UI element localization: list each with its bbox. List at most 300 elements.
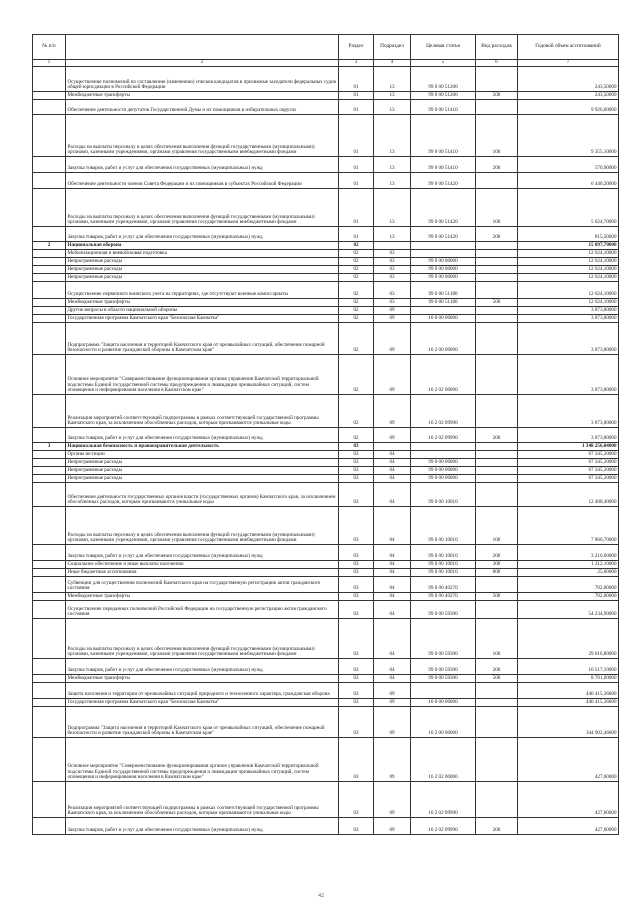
cell-number [33, 675, 66, 683]
cell-amount: 12 024,10000 [518, 274, 619, 282]
cell-number [33, 707, 66, 738]
cell-subsection: 04 [374, 483, 411, 507]
cell-target-article: 99 0 00 10010 [411, 569, 476, 577]
cell-name: Межбюджетные трансферты [66, 593, 339, 601]
cell-section: 03 [339, 675, 374, 683]
cell-section: 03 [339, 707, 374, 738]
cell-section: 02 [339, 307, 374, 315]
header-section: Раздел [339, 35, 374, 60]
column-index: 3 [339, 60, 374, 67]
cell-expense-type [476, 699, 518, 707]
cell-name: Непрограммные расходы [66, 266, 339, 274]
cell-target-article: 99 0 00 51420 [411, 227, 476, 242]
cell-section: 03 [339, 507, 374, 545]
cell-number [33, 451, 66, 459]
cell-name: Социальное обеспечение и иные выплаты населению [66, 561, 339, 569]
cell-target-article: 99 0 00 10010 [411, 483, 476, 507]
cell-number [33, 428, 66, 443]
cell-name: Закупка товаров, работ и услуг для обеспечения государственных (муниципальных) нужд [66, 659, 339, 675]
cell-name: Субвенции для осуществления полномочий Камчатского края на государственную регистрацию актов гражданского состояния [66, 577, 339, 593]
cell-expense-type: 100 [476, 507, 518, 545]
cell-amount: 25,60000 [518, 569, 619, 577]
cell-number [33, 577, 66, 593]
cell-number [33, 601, 66, 619]
cell-target-article: 99 0 00 51180 [411, 282, 476, 299]
table-row [33, 545, 619, 561]
cell-section: 03 [339, 577, 374, 593]
cell-number [33, 355, 66, 395]
table-row [33, 561, 619, 569]
cell-subsection: 09 [374, 428, 411, 443]
table-row [33, 483, 619, 507]
cell-name: Обеспечение деятельности государственных органов власти (государственных органов) Камчатского края, за исключением обособленных расходов, которым присваиваются уникальные коды [66, 483, 339, 507]
cell-subsection: 13 [374, 189, 411, 227]
cell-section: 03 [339, 593, 374, 601]
cell-name: Непрограммные расходы [66, 475, 339, 483]
cell-subsection: 03 [374, 266, 411, 274]
cell-number [33, 569, 66, 577]
cell-subsection: 09 [374, 738, 411, 782]
cell-expense-type [476, 451, 518, 459]
cell-number [33, 266, 66, 274]
cell-section: 02 [339, 299, 374, 307]
table-row [33, 467, 619, 475]
cell-amount: 3 210,00000 [518, 545, 619, 561]
cell-target-article: 16 2 02 09990 [411, 395, 476, 428]
cell-expense-type [476, 282, 518, 299]
cell-name: Непрограммные расходы [66, 467, 339, 475]
table-row [33, 619, 619, 659]
cell-subsection: 13 [374, 157, 411, 173]
cell-amount: 16 517,10000 [518, 659, 619, 675]
cell-subsection: 09 [374, 683, 411, 699]
cell-subsection: 13 [374, 92, 411, 100]
table-row [33, 443, 619, 451]
cell-subsection: 03 [374, 274, 411, 282]
cell-expense-type [476, 242, 518, 250]
cell-subsection: 03 [374, 282, 411, 299]
cell-target-article: 99 0 00 00000 [411, 266, 476, 274]
cell-name: Закупка товаров, работ и услуг для обеспечения государственных (муниципальных) нужд [66, 545, 339, 561]
cell-amount: 3 873,80000 [518, 315, 619, 323]
cell-number [33, 619, 66, 659]
cell-amount: 12 024,10000 [518, 258, 619, 266]
cell-target-article: 99 0 00 00000 [411, 475, 476, 483]
cell-amount: 12 024,10000 [518, 266, 619, 274]
cell-amount: 67 345,30000 [518, 459, 619, 467]
cell-expense-type: 500 [476, 675, 518, 683]
cell-amount: 67 345,30000 [518, 475, 619, 483]
cell-number [33, 315, 66, 323]
cell-target-article: 99 0 00 00000 [411, 274, 476, 282]
table-row [33, 577, 619, 593]
page-mark: 42 [318, 893, 324, 899]
cell-subsection: 03 [374, 299, 411, 307]
cell-expense-type: 500 [476, 92, 518, 100]
cell-name: Расходы на выплаты персоналу в целях обеспечения выполнения функций государственными (муниципальными) органами, казенными учреждениями, органами управления государственными внебюджетными фондами [66, 189, 339, 227]
cell-name: Национальная оборона [66, 242, 339, 250]
cell-subsection: 03 [374, 258, 411, 266]
cell-target-article: 16 2 02 00000 [411, 355, 476, 395]
cell-target-article [411, 307, 476, 315]
table-row [33, 250, 619, 258]
cell-number [33, 561, 66, 569]
cell-name: Закупка товаров, работ и услуг для обеспечения государственных (муниципальных) нужд [66, 428, 339, 443]
cell-name: Обеспечение деятельности членов Совета Федерации и их помощников в субъектах Российской Федерации [66, 173, 339, 189]
header-number: № п/п [33, 35, 66, 60]
cell-amount: 15 897,70000 [518, 242, 619, 250]
cell-amount: 1 348 256,04000 [518, 443, 619, 451]
table-row [33, 315, 619, 323]
cell-target-article: 99 0 00 51200 [411, 67, 476, 92]
cell-number [33, 395, 66, 428]
cell-expense-type [476, 67, 518, 92]
table-row [33, 115, 619, 157]
cell-amount: 6 440,20000 [518, 173, 619, 189]
cell-name: Непрограммные расходы [66, 459, 339, 467]
cell-section: 03 [339, 569, 374, 577]
cell-number [33, 467, 66, 475]
cell-name: Непрограммные расходы [66, 274, 339, 282]
cell-expense-type [476, 355, 518, 395]
cell-expense-type [476, 459, 518, 467]
cell-expense-type: 100 [476, 189, 518, 227]
cell-number: 3 [33, 443, 66, 451]
cell-number [33, 115, 66, 157]
cell-name: Государственная программа Камчатского края "Безопасная Камчатка" [66, 315, 339, 323]
cell-target-article: 99 0 00 00000 [411, 459, 476, 467]
table-row [33, 659, 619, 675]
cell-target-article: 99 0 00 59300 [411, 619, 476, 659]
cell-number [33, 307, 66, 315]
cell-section: 02 [339, 274, 374, 282]
table-row [33, 699, 619, 707]
table-row [33, 173, 619, 189]
cell-subsection: 04 [374, 577, 411, 593]
cell-expense-type: 500 [476, 299, 518, 307]
cell-subsection: 04 [374, 475, 411, 483]
cell-target-article: 16 2 02 09990 [411, 818, 476, 835]
cell-section: 02 [339, 355, 374, 395]
cell-amount: 446 415,36600 [518, 699, 619, 707]
cell-name: Закупка товаров, работ и услуг для обеспечения государственных (муниципальных) нужд [66, 818, 339, 835]
cell-expense-type [476, 307, 518, 315]
table-row [33, 242, 619, 250]
cell-name: Национальная безопасность и правоохранительная деятельность [66, 443, 339, 451]
table-row [33, 157, 619, 173]
cell-target-article: 16 0 00 00000 [411, 699, 476, 707]
table-row [33, 189, 619, 227]
table-row [33, 307, 619, 315]
cell-amount: 243,50000 [518, 92, 619, 100]
cell-subsection: 13 [374, 115, 411, 157]
cell-expense-type: 200 [476, 818, 518, 835]
cell-name: Государственная программа Камчатского края "Безопасная Камчатка" [66, 699, 339, 707]
cell-target-article: 99 0 00 51410 [411, 115, 476, 157]
cell-target-article [411, 683, 476, 699]
cell-expense-type [476, 738, 518, 782]
header-name [66, 35, 339, 60]
cell-amount: 702,00000 [518, 593, 619, 601]
cell-expense-type: 200 [476, 545, 518, 561]
cell-section: 01 [339, 189, 374, 227]
cell-expense-type [476, 601, 518, 619]
cell-section: 02 [339, 395, 374, 428]
cell-amount: 702,00000 [518, 577, 619, 593]
cell-expense-type [476, 250, 518, 258]
cell-amount: 29 016,80000 [518, 619, 619, 659]
cell-section: 01 [339, 173, 374, 189]
cell-expense-type: 800 [476, 569, 518, 577]
cell-number [33, 782, 66, 818]
cell-section: 03 [339, 738, 374, 782]
table-row [33, 266, 619, 274]
header-subsection: Подраздел [374, 35, 411, 60]
cell-number [33, 738, 66, 782]
cell-subsection: 03 [374, 250, 411, 258]
cell-number [33, 699, 66, 707]
cell-name: Осуществление первичного воинского учета на территориях, где отсутствуют военные комиссариаты [66, 282, 339, 299]
cell-section: 03 [339, 699, 374, 707]
cell-amount: 3 873,80000 [518, 428, 619, 443]
cell-expense-type: 100 [476, 115, 518, 157]
cell-name: Закупка товаров, работ и услуг для обеспечения государственных (муниципальных) нужд [66, 227, 339, 242]
cell-number [33, 92, 66, 100]
cell-subsection: 13 [374, 100, 411, 115]
cell-name: Осуществление переданных полномочий Российской Федерации на государственную регистрацию актов гражданского состояния [66, 601, 339, 619]
table-row [33, 601, 619, 619]
cell-expense-type [476, 173, 518, 189]
cell-section: 03 [339, 451, 374, 459]
header-row [33, 35, 619, 60]
cell-number [33, 250, 66, 258]
cell-section: 02 [339, 250, 374, 258]
cell-expense-type [476, 483, 518, 507]
budget-table [32, 34, 619, 835]
column-index: 2 [66, 60, 339, 67]
table-row [33, 593, 619, 601]
table-row [33, 323, 619, 355]
cell-number [33, 323, 66, 355]
cell-number [33, 593, 66, 601]
cell-number [33, 189, 66, 227]
cell-number [33, 100, 66, 115]
cell-subsection: 09 [374, 699, 411, 707]
cell-subsection: 13 [374, 67, 411, 92]
cell-name: Мобилизационная и вневойсковая подготовка [66, 250, 339, 258]
cell-subsection: 04 [374, 545, 411, 561]
cell-subsection: 13 [374, 173, 411, 189]
cell-subsection: 09 [374, 307, 411, 315]
cell-section: 03 [339, 601, 374, 619]
column-index: 1 [33, 60, 66, 67]
cell-target-article: 99 0 00 51410 [411, 100, 476, 115]
cell-name: Основное мероприятие "Совершенствование функционирования органов управления Камчатской территориальной подсистемы Единой государственной системы предупреждения и ликвидации чрезвычайных ситуаций, систем оповещения и информирования населения в Камчатском крае" [66, 738, 339, 782]
table-row [33, 475, 619, 483]
cell-subsection: 09 [374, 315, 411, 323]
cell-number [33, 67, 66, 92]
cell-name: Другие вопросы в области национальной обороны [66, 307, 339, 315]
cell-number [33, 274, 66, 282]
cell-target-article: 99 0 00 51200 [411, 92, 476, 100]
cell-amount: 12 408,40000 [518, 483, 619, 507]
cell-section: 02 [339, 315, 374, 323]
cell-target-article [411, 443, 476, 451]
cell-expense-type [476, 323, 518, 355]
cell-expense-type: 300 [476, 561, 518, 569]
cell-section: 01 [339, 67, 374, 92]
cell-subsection: 04 [374, 507, 411, 545]
table-row [33, 738, 619, 782]
cell-expense-type [476, 577, 518, 593]
cell-target-article [411, 242, 476, 250]
cell-name: Закупка товаров, работ и услуг для обеспечения государственных (муниципальных) нужд [66, 157, 339, 173]
header-annual-amount: Годовой объем ассигнований [518, 35, 619, 60]
cell-amount: 427,60000 [518, 738, 619, 782]
cell-subsection: 09 [374, 782, 411, 818]
cell-section: 01 [339, 115, 374, 157]
cell-expense-type: 200 [476, 157, 518, 173]
table-row [33, 92, 619, 100]
cell-number [33, 475, 66, 483]
cell-expense-type: 200 [476, 227, 518, 242]
table-row [33, 683, 619, 699]
cell-number [33, 545, 66, 561]
cell-name: Подпрограмма "Защита населения и территорий Камчатского края от чрезвычайных ситуаций, обеспечение пожарной безопасности и развитие гражданской обороны в Камчатском крае" [66, 323, 339, 355]
table-row [33, 707, 619, 738]
cell-target-article: 99 0 00 10010 [411, 507, 476, 545]
cell-subsection: 04 [374, 467, 411, 475]
cell-expense-type: 100 [476, 619, 518, 659]
table-row [33, 428, 619, 443]
cell-expense-type [476, 258, 518, 266]
cell-expense-type: 200 [476, 428, 518, 443]
header-expense-type: Вид расходов [476, 35, 518, 60]
cell-amount: 446 415,36600 [518, 683, 619, 699]
cell-amount: 427,60000 [518, 782, 619, 818]
cell-number [33, 258, 66, 266]
cell-target-article: 16 2 00 00000 [411, 323, 476, 355]
cell-expense-type [476, 274, 518, 282]
cell-section: 03 [339, 467, 374, 475]
cell-target-article: 99 0 00 40270 [411, 577, 476, 593]
cell-subsection: 04 [374, 619, 411, 659]
cell-subsection: 04 [374, 561, 411, 569]
cell-section: 03 [339, 818, 374, 835]
cell-expense-type [476, 467, 518, 475]
cell-name: Межбюджетные трансферты [66, 92, 339, 100]
cell-name: Иные бюджетные ассигнования [66, 569, 339, 577]
cell-amount: 9 355,10000 [518, 115, 619, 157]
table-row [33, 459, 619, 467]
column-index: 6 [476, 60, 518, 67]
cell-target-article [411, 250, 476, 258]
cell-section: 03 [339, 443, 374, 451]
cell-amount: 12 024,10000 [518, 282, 619, 299]
header-target-article: Целевая статья [411, 35, 476, 60]
cell-section: 02 [339, 242, 374, 250]
cell-subsection: 09 [374, 818, 411, 835]
cell-expense-type: 200 [476, 659, 518, 675]
table-row [33, 282, 619, 299]
cell-expense-type [476, 782, 518, 818]
cell-section: 03 [339, 619, 374, 659]
cell-section: 03 [339, 459, 374, 467]
cell-expense-type [476, 266, 518, 274]
table-row [33, 274, 619, 282]
cell-number [33, 659, 66, 675]
cell-target-article: 99 0 00 10010 [411, 545, 476, 561]
cell-section: 01 [339, 157, 374, 173]
cell-target-article [411, 451, 476, 459]
cell-subsection: 04 [374, 459, 411, 467]
cell-number [33, 173, 66, 189]
cell-section: 03 [339, 782, 374, 818]
table-row [33, 100, 619, 115]
table-row [33, 569, 619, 577]
cell-section: 02 [339, 258, 374, 266]
cell-subsection: 04 [374, 659, 411, 675]
cell-target-article: 99 0 00 59300 [411, 675, 476, 683]
cell-amount: 5 624,70000 [518, 189, 619, 227]
cell-subsection: 09 [374, 707, 411, 738]
table-row [33, 507, 619, 545]
cell-subsection: 13 [374, 227, 411, 242]
cell-target-article: 99 0 00 10010 [411, 561, 476, 569]
cell-name: Защита населения и территории от чрезвычайных ситуаций природного и техногенного характера, гражданская оборона [66, 683, 339, 699]
cell-target-article: 16 2 02 09990 [411, 428, 476, 443]
column-index: 5 [411, 60, 476, 67]
cell-name: Расходы на выплаты персоналу в целях обеспечения выполнения функций государственными (муниципальными) органами, казенными учреждениями, органами управления государственными внебюджетными фондами [66, 619, 339, 659]
cell-amount: 67 345,30000 [518, 467, 619, 475]
cell-number [33, 683, 66, 699]
cell-section: 02 [339, 282, 374, 299]
cell-section: 03 [339, 561, 374, 569]
cell-section: 03 [339, 659, 374, 675]
cell-section: 01 [339, 227, 374, 242]
cell-amount: 815,50000 [518, 227, 619, 242]
cell-subsection [374, 443, 411, 451]
table-row [33, 67, 619, 92]
cell-amount: 344 902,46600 [518, 707, 619, 738]
cell-amount: 8 701,00000 [518, 675, 619, 683]
cell-target-article: 16 2 00 00000 [411, 707, 476, 738]
table-row [33, 451, 619, 459]
column-index-row [33, 60, 619, 67]
cell-amount: 427,60000 [518, 818, 619, 835]
table-body [33, 67, 619, 835]
table-row [33, 355, 619, 395]
cell-amount: 9 926,00000 [518, 100, 619, 115]
cell-target-article: 16 2 02 00000 [411, 738, 476, 782]
cell-number [33, 459, 66, 467]
cell-expense-type [476, 683, 518, 699]
cell-amount: 3 873,80000 [518, 323, 619, 355]
cell-target-article: 99 0 00 51180 [411, 299, 476, 307]
cell-name: Основное мероприятие "Совершенствование функционирования органов управления Камчатской территориальной подсистемы Единой государственной системы предупреждения и ликвидации чрезвычайных ситуаций, систем оповещения и информирования населения в Камчатском крае" [66, 355, 339, 395]
cell-subsection: 09 [374, 355, 411, 395]
cell-name: Реализация мероприятий соответствующей подпрограммы в рамках соответствующей государственной программы Камчатского края, за исключением обособленных расходов, которым присваиваются уникальные коды [66, 395, 339, 428]
cell-amount: 3 873,80000 [518, 395, 619, 428]
budget-table-page [32, 34, 618, 835]
cell-amount: 12 024,10000 [518, 299, 619, 307]
cell-number [33, 299, 66, 307]
cell-subsection: 04 [374, 451, 411, 459]
cell-name: Межбюджетные трансферты [66, 299, 339, 307]
cell-amount: 3 873,80000 [518, 355, 619, 395]
cell-name: Органы юстиции [66, 451, 339, 459]
cell-name: Реализация мероприятий соответствующей подпрограммы в рамках соответствующей государственной программы Камчатского края, за исключением обособленных расходов, которым присваиваются уникальные коды [66, 782, 339, 818]
